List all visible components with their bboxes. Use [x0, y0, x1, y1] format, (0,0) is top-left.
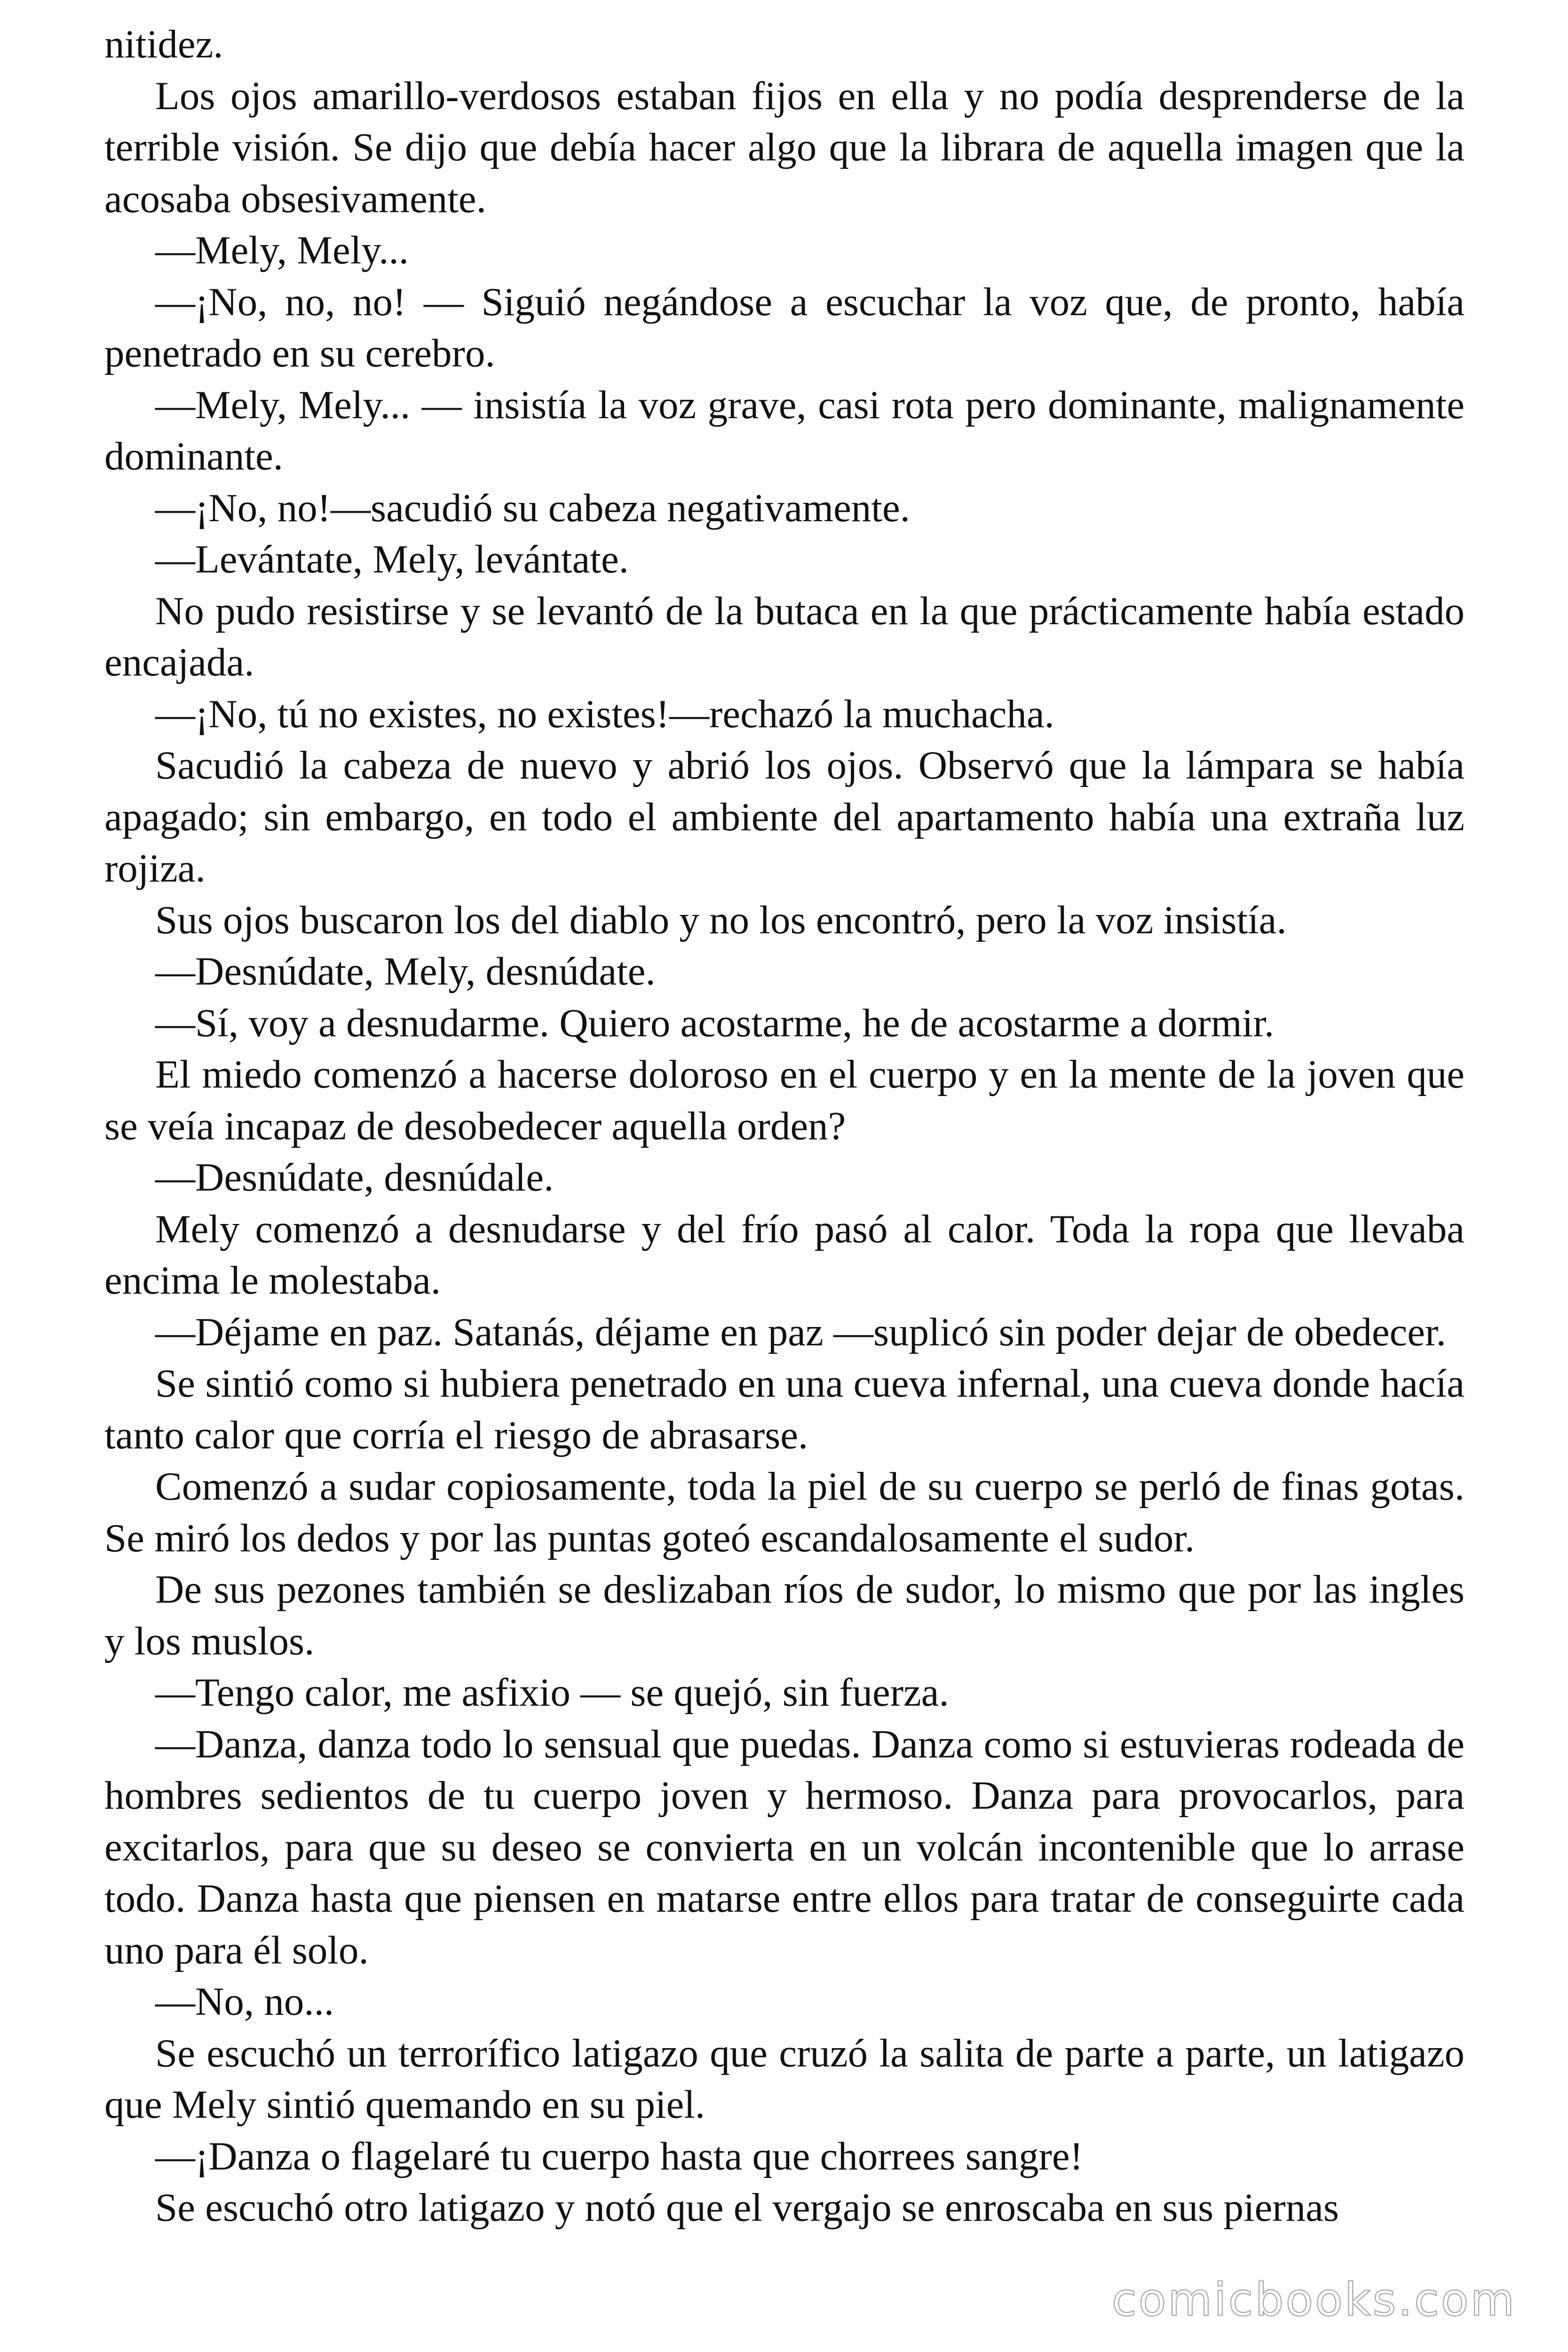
- paragraph: —Mely, Mely...: [155, 228, 409, 272]
- paragraph: De sus pezones también se deslizaban ríos de sudor, lo mismo que por las ingles y los muslos.: [104, 1567, 1465, 1663]
- paragraph: —¡Danza o flagelaré tu cuerpo hasta que chorrees sangre!: [155, 2134, 1083, 2178]
- paragraph: —Déjame en paz. Satanás, déjame en paz —suplicó sin poder dejar de obedecer.: [155, 1310, 1446, 1354]
- paragraph: —Desnúdate, desnúdale.: [155, 1155, 554, 1200]
- paragraph: —¡No, tú no existes, no existes!—rechazó la muchacha.: [155, 691, 1054, 736]
- paragraph: Se escuchó otro latigazo y notó que el vergajo se enroscaba en sus piernas: [155, 2185, 1339, 2230]
- paragraph: —¡No, no, no! — Siguió negándose a escuchar la voz que, de pronto, había penetrado en su cerebro.: [104, 279, 1465, 375]
- paragraph: No pudo resistirse y se levantó de la butaca en la que prácticamente había estado encajada.: [104, 588, 1465, 684]
- paragraph: —¡No, no!—sacudió su cabeza negativamente.: [155, 485, 910, 530]
- paragraph: nitidez.: [104, 22, 223, 66]
- text-body: [104, 19, 1465, 2234]
- paragraph: Los ojos amarillo-verdosos estaban fijos en ella y no podía desprenderse de la terrible visión. Se dijo que debía hacer algo que la librara de aquella imagen que la acosaba obsesivamente.: [104, 73, 1465, 221]
- paragraph: —Levántate, Mely, levántate.: [155, 537, 629, 581]
- paragraph: —Tengo calor, me asfixio — se quejó, sin fuerza.: [155, 1670, 949, 1715]
- paragraph: Sacudió la cabeza de nuevo y abrió los ojos. Observó que la lámpara se había apagado; sin embargo, en todo el ambiente del apartamento había una extraña luz rojiza.: [104, 743, 1465, 890]
- paragraph: Sus ojos buscaron los del diablo y no los encontró, pero la voz insistía.: [155, 898, 1287, 942]
- paragraph: —Danza, danza todo lo sensual que puedas. Danza como si estuvieras rodeada de hombres sedientos de tu cuerpo joven y hermoso. Danza para provocarlos, para excitarlos, para que su deseo se convierta en un volcán incontenible que lo arrase todo. Danza hasta que piensen en matarse entre ellos para tratar de conseguirte cada uno para él solo.: [104, 1722, 1465, 1972]
- paragraph: —No, no...: [155, 1979, 334, 2024]
- paragraph: El miedo comenzó a hacerse doloroso en el cuerpo y en la mente de la joven que se veía incapaz de desobedecer aquella orden?: [104, 1052, 1465, 1148]
- watermark: comicbooks.com: [1111, 2273, 1516, 2326]
- paragraph: —Mely, Mely... — insistía la voz grave, casi rota pero dominante, malignamente dominante.: [104, 382, 1465, 478]
- paragraph: —Desnúdate, Mely, desnúdate.: [155, 949, 656, 993]
- paragraph: Mely comenzó a desnudarse y del frío pasó al calor. Toda la ropa que llevaba encima le molestaba.: [104, 1207, 1465, 1303]
- paragraph: Se escuchó un terrorífico latigazo que cruzó la salita de parte a parte, un latigazo que Mely sintió quemando en su piel.: [104, 2031, 1465, 2127]
- paragraph: —Sí, voy a desnudarme. Quiero acostarme, he de acostarme a dormir.: [155, 1001, 1275, 1045]
- paragraph: Comenzó a sudar copiosamente, toda la piel de su cuerpo se perló de finas gotas. Se miró los dedos y por las puntas goteó escandalosamente el sudor.: [104, 1464, 1465, 1560]
- paragraph: Se sintió como si hubiera penetrado en una cueva infernal, una cueva donde hacía tanto calor que corría el riesgo de abrasarse.: [104, 1361, 1465, 1457]
